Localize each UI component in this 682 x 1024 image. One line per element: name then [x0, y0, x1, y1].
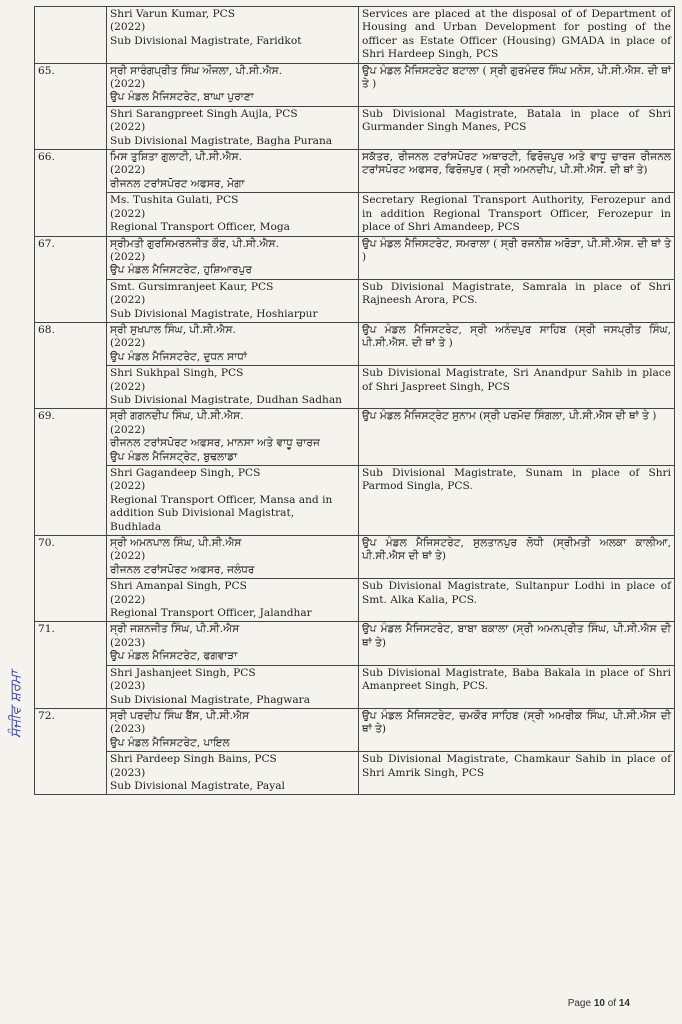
- officer-cell-en: [107, 366, 359, 409]
- officer-line-en: Sub Divisional Magistrate, Payal: [110, 779, 285, 792]
- officer-cell-pa: [107, 63, 359, 106]
- officer-line-pa: ਰੀਜਨਲ ਟਰਾਂਸਪੋਰਟ ਅਫਸਰ, ਜਲੰਧਰ: [110, 563, 255, 576]
- officer-line-en: Shri Amanpal Singh, PCS: [110, 580, 247, 593]
- officer-line-en: (2023): [110, 766, 146, 779]
- officer-line-pa: (2023): [110, 636, 146, 649]
- officer-cell-en: [107, 106, 359, 149]
- table-row-en: [35, 466, 675, 536]
- posting-order-cell-en: Sub Divisional Magistrate, Batala in place of Shri Gurmander Singh Manes, PCS: [359, 106, 675, 149]
- posting-order-cell-pa: ਉਪ ਮੰਡਲ ਮੈਜਿਸਟਰੇਟ, ਬਾਬਾ ਬਕਾਲਾ (ਸ੍ਰੀ ਅਮਨਪ੍ਰੀਤ ਸਿੰਘ, ਪੀ.ਸੀ.ਐਸ ਦੀ ਥਾਂ ਤੇ): [359, 622, 675, 665]
- page-footer: [568, 998, 630, 1009]
- serial-number-cell: 70.: [35, 536, 107, 622]
- table-row-continued: [35, 7, 675, 64]
- posting-order-cell-en: Sub Divisional Magistrate, Samrala in place of Shri Rajneesh Arora, PCS.: [359, 279, 675, 322]
- posting-order-cell-en: Services are placed at the disposal of of Department of Housing and Urban Development for posting of the officer as Estate Officer (Housing) GMADA in place of Shri Hardeep Singh, PCS: [359, 7, 675, 64]
- posting-order-cell-pa: ਸਕੱਤਰ, ਰੀਜਨਲ ਟਰਾਂਸਪੋਰਟ ਅਥਾਰਟੀ, ਫਿਰੋਜ਼ਪੁਰ ਅਤੇ ਵਾਧੂ ਚਾਰਜ ਰੀਜਨਲ ਟਰਾਂਸਪੋਰਟ ਅਫਸਰ, ਫਿਰੋਜ਼ਪੁਰ ( ਸ੍ਰੀ ਅਮਨਦੀਪ, ਪੀ.ਸੀ.ਐਸ. ਦੀ ਥਾਂ ਤੇ): [359, 150, 675, 193]
- officer-cell-en: [107, 193, 359, 236]
- table-row-pa: [35, 622, 675, 665]
- officer-line-pa: ਉਪ ਮੰਡਲ ਮੈਜਿਸਟ੍ਰੇਟ, ਬੁਢਲਾਡਾ: [110, 450, 238, 463]
- officer-cell-en: [107, 665, 359, 708]
- officer-line-en: Shri Jashanjeet Singh, PCS: [110, 666, 256, 679]
- table-row-en: [35, 579, 675, 622]
- signature-icon: [4, 632, 26, 742]
- posting-order-cell-pa: ਉਪ ਮੰਡਲ ਮੈਜਿਸਟਰੇਟ, ਸੁਲਤਾਨਪੁਰ ਲੋਧੀ (ਸ੍ਰੀਮਤੀ ਅਲਕਾ ਕਾਲੀਆ, ਪੀ.ਸੀ.ਐਸ ਦੀ ਥਾਂ ਤੇ): [359, 536, 675, 579]
- officer-line-pa: (2022): [110, 337, 146, 350]
- officer-line-en: (2022): [110, 121, 146, 134]
- table-row-en: [35, 665, 675, 708]
- officer-line-pa: ਰੀਜਨਲ ਟਰਾਂਸਪੋਰਟ ਅਫਸਰ, ਮੋਗਾ: [110, 177, 245, 190]
- serial-number-cell: 68.: [35, 322, 107, 408]
- table-row-pa: [35, 150, 675, 193]
- officer-line-pa: ਰੀਜਨਲ ਟਰਾਂਸਪੋਰਟ ਅਫਸਰ, ਮਾਨਸਾ ਅਤੇ ਵਾਧੂ ਚਾਰਜ: [110, 437, 320, 450]
- officer-line-pa: (2022): [110, 550, 146, 563]
- officer-line-en: Budhlada: [110, 520, 162, 533]
- officer-line-en: (2023): [110, 680, 146, 693]
- officer-line-pa: ਸ੍ਰੀ ਅਮਨਪਾਲ ਸਿੰਘ, ਪੀ.ਸੀ.ਐਸ: [110, 537, 242, 550]
- table-row-pa: [35, 322, 675, 365]
- page-of: of: [604, 998, 619, 1009]
- posting-order-cell-pa: ਉਪ ਮੰਡਲ ਮੈਜਿਸਟਰੇਟ, ਚਮਕੌਰ ਸਾਹਿਬ (ਸ੍ਰੀ ਅਮਰੀਕ ਸਿੰਘ, ਪੀ.ਸੀ.ਐਸ ਦੀ ਥਾਂ ਤੇ): [359, 708, 675, 751]
- officer-line-pa: ਉਪ ਮੰਡਲ ਮੈਜਿਸਟਰੇਟ, ਦੁਧਨ ਸਾਧਾਂ: [110, 350, 247, 363]
- posting-order-cell-en: Sub Divisional Magistrate, Sunam in place of Shri Parmod Singla, PCS.: [359, 466, 675, 536]
- officer-line-en: Sub Divisional Magistrate, Phagwara: [110, 693, 311, 706]
- officer-line-en: Ms. Tushita Gulati, PCS: [110, 194, 239, 207]
- officer-line-pa: (2022): [110, 250, 146, 263]
- posting-order-cell-en: Sub Divisional Magistrate, Chamkaur Sahib in place of Shri Amrik Singh, PCS: [359, 752, 675, 795]
- officer-cell-pa: [107, 708, 359, 751]
- officer-cell-en: [107, 7, 359, 64]
- serial-number-cell: 72.: [35, 708, 107, 794]
- table-row-en: [35, 366, 675, 409]
- officer-line-pa: (2022): [110, 78, 146, 91]
- officer-line-en: Shri Sarangpreet Singh Aujla, PCS: [110, 107, 298, 120]
- officer-line-pa: ਮਿਸ ਤੁਸ਼ਿਤਾ ਗੁਲਾਟੀ, ਪੀ.ਸੀ.ਐਸ.: [110, 151, 243, 164]
- officer-line-pa: ਸ੍ਰੀ ਸੁਖਪਾਲ ਸਿੰਘ, ਪੀ.ਸੀ.ਐਸ.: [110, 323, 236, 336]
- posting-order-cell-pa: ਉਪ ਮੰਡਲ ਮੈਜਿਸਟਰੇਟ, ਸ੍ਰੀ ਅਨੰਦਪੁਰ ਸਾਹਿਬ (ਸ੍ਰੀ ਜਸਪ੍ਰੀਤ ਸਿੰਘ, ਪੀ.ਸੀ.ਐਸ. ਦੀ ਥਾਂ ਤੇ ): [359, 322, 675, 365]
- officer-line-en: Sub Divisional Magistrate, Hoshiarpur: [110, 307, 318, 320]
- officer-line-pa: ਸ੍ਰੀ ਪਰਦੀਪ ਸਿੰਘ ਬੈਂਸ, ਪੀ.ਸੀ.ਐਸ: [110, 709, 250, 722]
- officer-line-en: Regional Transport Officer, Jalandhar: [110, 607, 312, 620]
- officer-line-pa: ਸ੍ਰੀ ਜਸ਼ਨਜੀਤ ਸਿੰਘ, ਪੀ.ਸੀ.ਐਸ: [110, 623, 240, 636]
- officer-batch: (2022): [110, 21, 146, 34]
- posting-order-cell-en: Secretary Regional Transport Authority, Ferozepur and in addition Regional Transport Officer, Ferozepur in place of Shri Amandeep, PCS: [359, 193, 675, 236]
- serial-number-cell: 66.: [35, 150, 107, 236]
- signature: [4, 632, 26, 742]
- officer-cell-pa: [107, 150, 359, 193]
- officer-cell-en: [107, 279, 359, 322]
- table-row-pa: [35, 63, 675, 106]
- serial-number-cell: [35, 7, 107, 64]
- posting-order-cell-pa: ਉਪ ਮੰਡਲ ਮੈਜਿਸਟਰੇਟ, ਸਮਰਾਲਾ ( ਸ੍ਰੀ ਰਜਨੀਸ਼ ਅਰੋੜਾ, ਪੀ.ਸੀ.ਐਸ. ਦੀ ਥਾਂ ਤੇ ): [359, 236, 675, 279]
- officer-cell-en: [107, 752, 359, 795]
- officer-line-en: Regional Transport Officer, Moga: [110, 221, 290, 234]
- officer-line-en: Sub Divisional Magistrate, Dudhan Sadhan: [110, 393, 342, 406]
- serial-number-cell: 67.: [35, 236, 107, 322]
- posting-order-cell-en: Sub Divisional Magistrate, Baba Bakala in place of Shri Amanpreet Singh, PCS.: [359, 665, 675, 708]
- page-number: 10: [593, 998, 605, 1009]
- signature-text: ਸੰਜੀਵ ਸ਼ਰਮਾ: [8, 670, 24, 738]
- officer-cell-en: [107, 579, 359, 622]
- posting-order-cell-en: Sub Divisional Magistrate, Sultanpur Lodhi in place of Smt. Alka Kalia, PCS.: [359, 579, 675, 622]
- officer-line-en: (2022): [110, 294, 146, 307]
- officer-line-pa: (2022): [110, 423, 146, 436]
- officer-line-pa: ਉਪ ਮੰਡਲ ਮੈਜਿਸਟਰੇਟ, ਹੁਸ਼ਿਆਰਪੁਰ: [110, 264, 252, 277]
- officer-line-en: Shri Sukhpal Singh, PCS: [110, 367, 244, 380]
- officer-line-en: Regional Transport Officer, Mansa and in: [110, 493, 333, 506]
- serial-number-cell: 69.: [35, 409, 107, 536]
- table-row-pa: [35, 236, 675, 279]
- posting-order-cell-pa: ਉਪ ਮੰਡਲ ਮੈਜਿਸਟਰੇਟ ਬਟਾਲਾ ( ਸ੍ਰੀ ਗੁਰਮੰਦਰ ਸਿੰਘ ਮਨੇਸ, ਪੀ.ਸੀ.ਐਸ. ਦੀ ਥਾਂ ਤੇ ): [359, 63, 675, 106]
- officer-line-en: Shri Gagandeep Singh, PCS: [110, 467, 261, 479]
- officer-line-pa: (2022): [110, 164, 146, 177]
- officer-line-en: (2022): [110, 207, 146, 220]
- officer-line-pa: ਸ੍ਰੀ ਗਗਨਦੀਪ ਸਿੰਘ, ਪੀ.ਸੀ.ਐਸ.: [110, 410, 244, 423]
- officer-line-en: Smt. Gursimranjeet Kaur, PCS: [110, 280, 274, 293]
- page-label: Page: [567, 998, 594, 1009]
- officer-cell-pa: [107, 236, 359, 279]
- officer-cell-pa: [107, 409, 359, 466]
- posting-order-cell-en: Sub Divisional Magistrate, Sri Anandpur Sahib in place of Shri Jaspreet Singh, PCS: [359, 366, 675, 409]
- officer-line-pa: ਉਪ ਮੰਡਲ ਮੈਜਿਸਟਰੇਟ, ਬਾਘਾ ਪੁਰਾਣਾ: [110, 91, 254, 104]
- table-row-pa: [35, 409, 675, 466]
- posting-order-cell-pa: ਉਪ ਮੰਡਲ ਮੈਜਿਸਟ੍ਰੇਟ ਸੁਨਾਮ (ਸ੍ਰੀ ਪਰਮੋਦ ਸਿੰਗਲਾ, ਪੀ.ਸੀ.ਐਸ ਦੀ ਥਾਂ ਤੇ ): [359, 409, 675, 466]
- table-row-en: [35, 193, 675, 236]
- officer-line-en: addition Sub Divisional Magistrat,: [110, 507, 295, 520]
- table-row-en: [35, 106, 675, 149]
- officer-line-pa: ਸ੍ਰੀ ਸਾਰੰਗਪ੍ਰੀਤ ਸਿੰਘ ਔਜਲਾ, ਪੀ.ਸੀ.ਐਸ.: [110, 64, 283, 77]
- serial-number-cell: 71.: [35, 622, 107, 708]
- officer-line-en: (2022): [110, 380, 146, 393]
- officer-line-pa: (2023): [110, 723, 146, 736]
- officer-cell-pa: [107, 536, 359, 579]
- officer-line-en: (2022): [110, 480, 146, 493]
- officer-cell-pa: [107, 322, 359, 365]
- officer-line-en: (2022): [110, 593, 146, 606]
- table-row-pa: [35, 536, 675, 579]
- officer-line-pa: ਉਪ ਮੰਡਲ ਮੈਜਿਸਟਰੇਟ, ਫਗਵਾੜਾ: [110, 650, 238, 663]
- page-total: 14: [618, 998, 630, 1009]
- officer-name: Shri Varun Kumar, PCS: [110, 8, 235, 20]
- serial-number-cell: 65.: [35, 63, 107, 149]
- officer-line-pa: ਉਪ ਮੰਡਲ ਮੈਜਿਸਟਰੇਟ, ਪਾਇਲ: [110, 736, 230, 749]
- officer-line-pa: ਸ੍ਰੀਮਤੀ ਗੁਰਸਿਮਰਨਜੀਤ ਕੌਰ, ਪੀ.ਸੀ.ਐਸ.: [110, 237, 279, 250]
- officer-line-en: Sub Divisional Magistrate, Bagha Purana: [110, 134, 333, 147]
- officer-cell-en: [107, 466, 359, 536]
- transfer-orders-table: [34, 6, 675, 795]
- officer-current-post: Sub Divisional Magistrate, Faridkot: [110, 34, 302, 47]
- table-row-pa: [35, 708, 675, 751]
- table-row-en: [35, 752, 675, 795]
- table-row-en: [35, 279, 675, 322]
- officer-line-en: Shri Pardeep Singh Bains, PCS: [110, 753, 277, 766]
- table-body: [35, 7, 675, 795]
- officer-cell-pa: [107, 622, 359, 665]
